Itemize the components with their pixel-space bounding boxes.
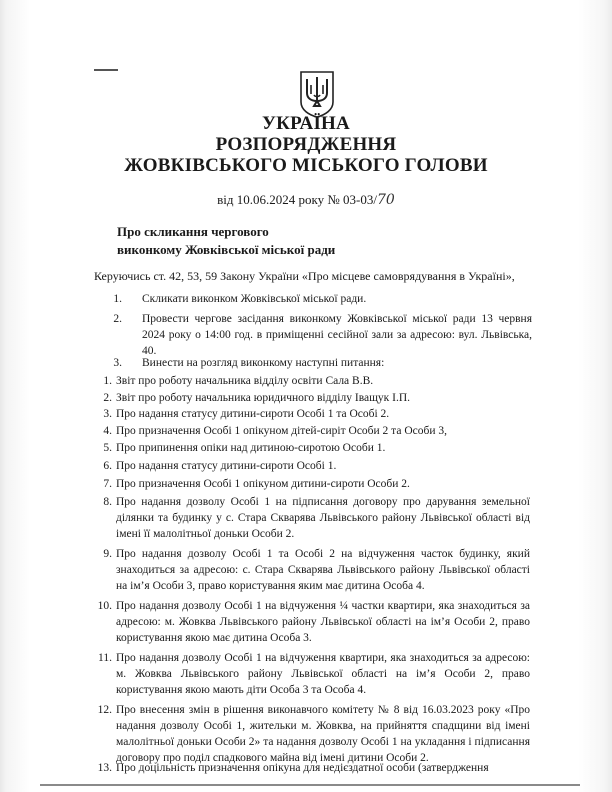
agenda-item-text: Про надання дозволу Особі 1 на відчуження ¼ частки квартири, яка знаходиться за адресою: м. Жовква Львівського району Львівської області на ім’я Особи 2, право користування якою має дитина Особа 3. xyxy=(116,600,530,644)
agenda-item xyxy=(90,406,530,422)
main-item-text: Провести чергове засідання виконкому Жовківської міської ради 13 червня 2024 року о 14:00 год. в приміщенні сесійної зали за адресою: вул. Львівська, 40. xyxy=(142,313,532,357)
main-item xyxy=(112,291,532,307)
subject-line-2: виконкому Жовківської міської ради xyxy=(117,242,336,257)
trident-emblem-icon xyxy=(298,70,336,118)
agenda-item xyxy=(90,650,530,698)
agenda-item-number: 10. xyxy=(97,600,112,612)
agenda-item-text: Про надання статусу дитини-сироти Особі 1. xyxy=(116,460,337,472)
agenda-item xyxy=(90,546,530,594)
agenda-item-number: 2. xyxy=(103,392,112,404)
agenda-item-text: Про призначення Особі 1 опікуном дитини-сироти Особи 2. xyxy=(116,478,410,490)
agenda-item-text: Про надання статусу дитини-сироти Особі 1 та Особі 2. xyxy=(116,408,390,420)
agenda-item-text: Про припинення опіки над дитиною-сиротою Особи 1. xyxy=(116,442,386,454)
main-item-number: 3. xyxy=(113,357,122,369)
agenda-item-number: 9. xyxy=(103,548,112,560)
agenda-item xyxy=(90,440,530,456)
agenda-item-number: 3. xyxy=(103,408,112,420)
agenda-item-number: 4. xyxy=(103,425,112,437)
header-doc-type: РОЗПОРЯДЖЕННЯ xyxy=(215,134,397,155)
subject-block xyxy=(117,223,335,259)
agenda-item-text: Про внесення змін в рішення виконавчого комітету № 8 від 16.03.2023 року «Про надання дозволу Особі 1, жительки м. Жовква, на прийняття спадщини від імені малолітньої доньки Особи 2» та надання дозволу Особі 1 на укладання і підписання договору про поділ спадкового майна від імені дитини Особи 2. xyxy=(116,704,530,764)
agenda-item xyxy=(90,702,530,766)
agenda-item xyxy=(90,423,530,439)
subject-line-1: Про скликання чергового xyxy=(117,224,269,239)
agenda-item xyxy=(90,494,530,542)
agenda-item-number: 13. xyxy=(97,762,112,774)
agenda-item-text: Про надання дозволу Особі 1 на відчуження квартири, яка знаходиться за адресою: м. Жовква Львівського району Львівської області на ім’я Особи 2, право користування якою мають діти Особа 3 та Особа 4. xyxy=(116,652,530,696)
main-item-text: Скликати виконком Жовківської міської ради. xyxy=(142,293,367,305)
agenda-item xyxy=(90,458,530,474)
header-authority: ЖОВКІВСЬКОГО МІСЬКОГО ГОЛОВИ xyxy=(124,155,488,176)
header-country: УКРАЇНА xyxy=(262,113,350,134)
agenda-item-number: 1. xyxy=(103,375,112,387)
agenda-item-number: 6. xyxy=(103,460,112,472)
agenda-item xyxy=(90,373,530,389)
main-item-number: 2. xyxy=(113,313,122,325)
agenda-item-text: Звіт про роботу начальника відділу освіти Сала В.В. xyxy=(116,375,374,387)
agenda-item-number: 11. xyxy=(98,652,112,664)
agenda-item xyxy=(90,390,530,406)
agenda-item-text: Про доцільність призначення опікуна для недієздатної особи (затвердження xyxy=(116,762,489,774)
agenda-item-text: Про надання дозволу Особі 1 та Особі 2 на відчуження часток будинку, який знаходиться за адресою: с. Стара Скварява Львівського району Львівської області на ім’я Особи 3, право користування яким має дитина Особа 4. xyxy=(116,548,530,592)
agenda-item-number: 5. xyxy=(103,442,112,454)
agenda-item xyxy=(90,476,530,492)
date-line xyxy=(0,192,612,208)
agenda-item-text: Про призначення Особі 1 опікуном дітей-сиріт Особи 2 та Особи 3, xyxy=(116,425,447,437)
agenda-item-number: 12. xyxy=(97,704,112,716)
scan-dash-mark xyxy=(94,69,118,71)
main-item-number: 1. xyxy=(113,293,122,305)
agenda-item-number: 7. xyxy=(103,478,112,490)
agenda-item xyxy=(90,598,530,646)
agenda-item-text: Про надання дозволу Особі 1 на підписання договору про дарування земельної ділянки та будинку у с. Стара Скварява Львівського району Львівської області від імені її малолітньої доньки Особи 2. xyxy=(116,496,530,540)
page-bottom-rule xyxy=(40,784,580,786)
agenda-item xyxy=(90,760,530,776)
main-item-text: Винести на розгляд виконкому наступні питання: xyxy=(142,357,385,369)
preamble-text: Керуючись ст. 42, 53, 59 Закону України «Про місцеве самоврядування в Україні», xyxy=(94,269,515,283)
main-item xyxy=(112,355,532,371)
date-number-text: від 10.06.2024 року № 03-03/ xyxy=(217,192,377,207)
handwritten-number: 70 xyxy=(377,192,395,208)
agenda-item-number: 8. xyxy=(103,496,112,508)
main-item xyxy=(112,311,532,359)
agenda-item-text: Звіт про роботу начальника юридичного відділу Іващук І.П. xyxy=(116,392,411,404)
